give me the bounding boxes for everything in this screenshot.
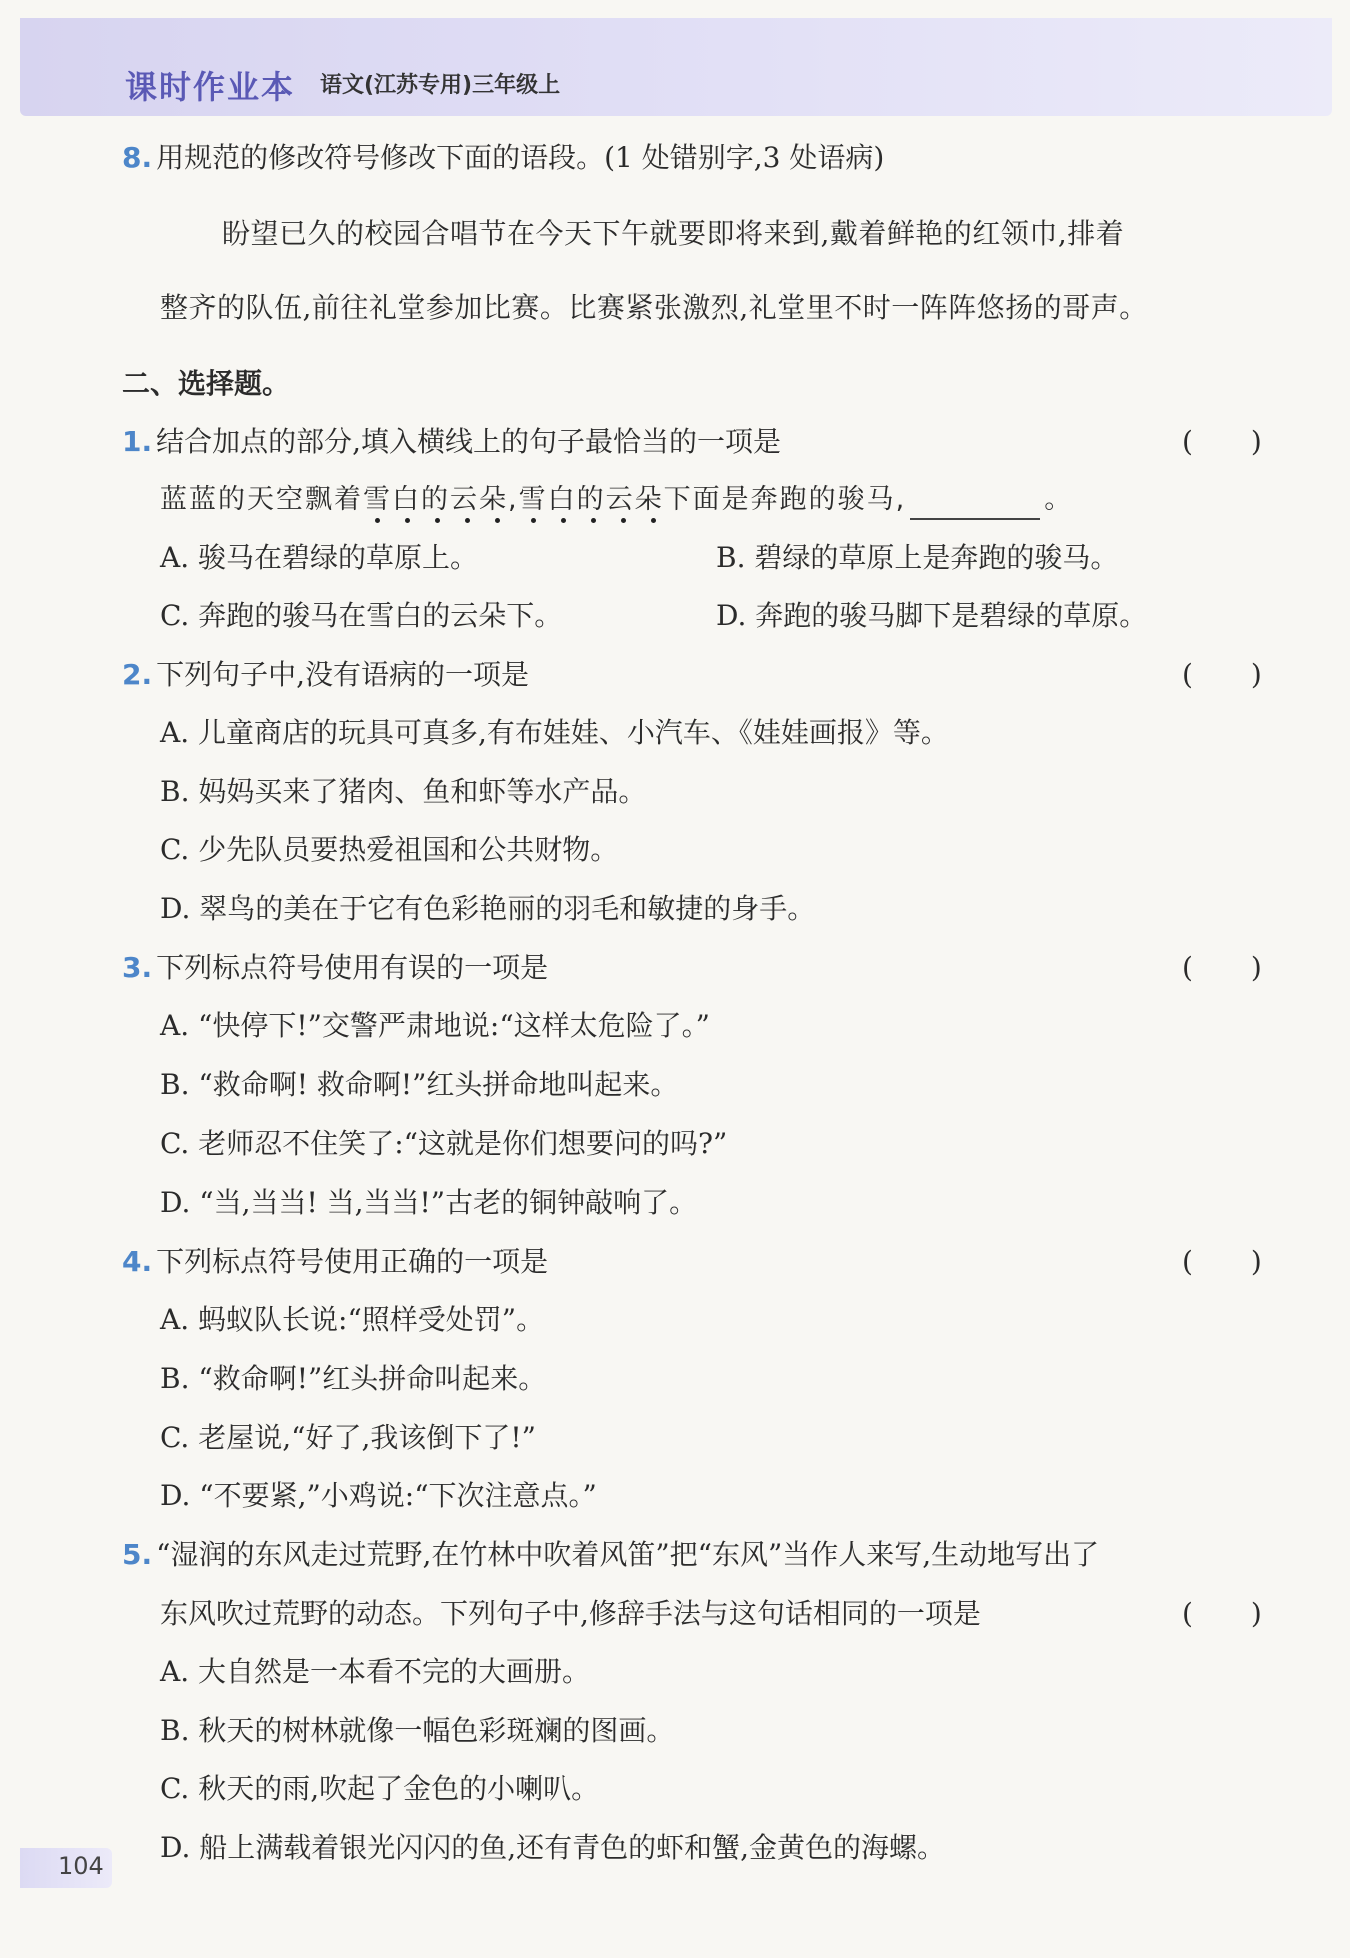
emphasis-dot [531, 518, 536, 523]
book-subtitle: 语文(江苏专用)三年级上 [320, 73, 561, 98]
question-number: 4. [122, 1245, 153, 1278]
q4-stem [122, 1242, 548, 1282]
option-d[interactable]: D. 奔跑的骏马脚下是碧绿的草原。 [716, 599, 1148, 632]
question-stem: 用规范的修改符号修改下面的语段。(1 处错别字,3 处语病) [156, 141, 885, 174]
answer-parentheses: () [1182, 425, 1320, 458]
q1-stem [122, 422, 781, 462]
sentence-text: 。 [1044, 484, 1074, 515]
question-number: 2. [122, 658, 153, 691]
q8-paragraph-line-1: 盼望已久的校园合唱节在今天下午就要即将来到,戴着鲜艳的红领巾,排着 [222, 217, 1125, 250]
emphasis-dot [465, 518, 470, 523]
dotted-text: 雪白的云朵 [363, 484, 508, 515]
question-stem: 下列标点符号使用正确的一项是 [156, 1245, 549, 1278]
option-d[interactable]: D. 翠鸟的美在于它有色彩艳丽的羽毛和敏捷的身手。 [160, 892, 816, 925]
emphasis-dot [375, 518, 380, 523]
option-b[interactable]: B. 秋天的树林就像一幅色彩斑斓的图画。 [160, 1714, 675, 1747]
question-number: 8. [122, 141, 153, 174]
q5-stem-line-1 [122, 1535, 1099, 1575]
option-a[interactable]: A. 儿童商店的玩具可真多,有布娃娃、小汽车、《娃娃画报》等。 [160, 716, 949, 749]
option-a[interactable]: A. 大自然是一本看不完的大画册。 [160, 1655, 591, 1688]
emphasis-dot [651, 518, 656, 523]
sentence-text: , [508, 484, 519, 515]
dotted-text: 雪白的云朵 [518, 484, 664, 515]
option-b[interactable]: B. 碧绿的草原上是奔跑的骏马。 [716, 541, 1119, 574]
fill-blank-line[interactable] [910, 490, 1040, 520]
emphasis-dot [621, 518, 626, 523]
emphasis-dot [495, 518, 500, 523]
book-title: 课时作业本 [125, 68, 296, 106]
option-c[interactable]: C. 少先队员要热爱祖国和公共财物。 [160, 833, 619, 866]
option-a[interactable]: A. 蚂蚁队长说:“照样受处罚”。 [160, 1303, 545, 1336]
emphasis-dot [435, 518, 440, 523]
answer-parentheses: () [1182, 951, 1320, 984]
q5-stem-line-2: 东风吹过荒野的动态。下列句子中,修辞手法与这句话相同的一项是 [160, 1597, 981, 1630]
answer-parentheses: () [1182, 1245, 1320, 1278]
option-c[interactable]: C. 秋天的雨,吹起了金色的小喇叭。 [160, 1772, 600, 1805]
q1-sentence [160, 480, 1073, 520]
section-title: 二、选择题。 [122, 367, 291, 400]
question-number: 1. [122, 425, 153, 458]
question-stem: “湿润的东风走过荒野,在竹林中吹着风笛”把“东风”当作人来写,生动地写出了 [156, 1538, 1100, 1571]
question-stem: 下列句子中,没有语病的一项是 [156, 658, 530, 691]
q2-stem [122, 655, 529, 695]
question-stem: 下列标点符号使用有误的一项是 [156, 951, 549, 984]
option-b[interactable]: B. “救命啊! 救命啊!”红头拼命地叫起来。 [160, 1068, 679, 1101]
option-a[interactable]: A. 骏马在碧绿的草原上。 [160, 541, 479, 574]
q8-paragraph-line-2: 整齐的队伍,前往礼堂参加比赛。比赛紧张激烈,礼堂里不时一阵阵悠扬的哥声。 [160, 291, 1148, 324]
emphasis-dot [591, 518, 596, 523]
option-c[interactable]: C. 老师忍不住笑了:“这就是你们想要问的吗?” [160, 1127, 728, 1160]
page-number: 104 [58, 1852, 104, 1880]
answer-parentheses: () [1182, 1597, 1320, 1630]
sentence-text: 下面是奔跑的骏马, [663, 484, 907, 515]
option-c[interactable]: C. 奔跑的骏马在雪白的云朵下。 [160, 599, 563, 632]
answer-parentheses: () [1182, 658, 1320, 691]
option-b[interactable]: B. 妈妈买来了猪肉、鱼和虾等水产品。 [160, 775, 647, 808]
emphasis-dot [561, 518, 566, 523]
option-c[interactable]: C. 老屋说,“好了,我该倒下了!” [160, 1421, 536, 1454]
emphasis-dot [405, 518, 410, 523]
question-number: 5. [122, 1538, 153, 1571]
option-a[interactable]: A. “快停下!”交警严肃地说:“这样太危险了。” [160, 1009, 710, 1042]
question-stem: 结合加点的部分,填入横线上的句子最恰当的一项是 [156, 425, 782, 458]
option-d[interactable]: D. “不要紧,”小鸡说:“下次注意点。” [160, 1479, 597, 1512]
dotted-phrase-1 [363, 484, 508, 515]
question-number: 3. [122, 951, 153, 984]
q3-stem [122, 948, 548, 988]
q8-prompt [122, 138, 884, 178]
option-b[interactable]: B. “救命啊!”红头拼命叫起来。 [160, 1362, 547, 1395]
sentence-text: 蓝蓝的天空飘着 [160, 484, 363, 515]
option-d[interactable]: D. “当,当当! 当,当当!”古老的铜钟敲响了。 [160, 1186, 698, 1219]
dotted-phrase-2 [519, 484, 664, 515]
option-d[interactable]: D. 船上满载着银光闪闪的鱼,还有青色的虾和蟹,金黄色的海螺。 [160, 1831, 946, 1864]
